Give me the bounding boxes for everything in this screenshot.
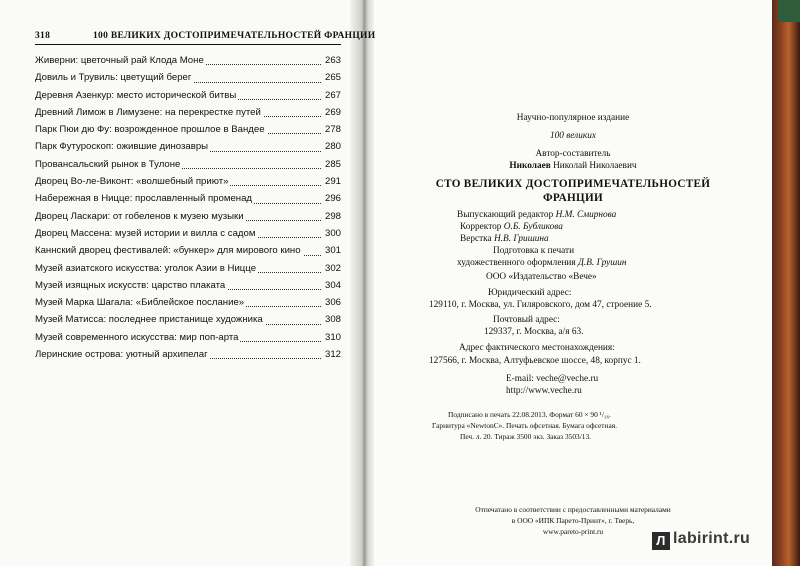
toc-entry-page: 306 <box>323 294 341 311</box>
prep-line2 <box>457 258 627 268</box>
compiler <box>374 161 772 171</box>
toc-entry-title: Музей изящных искусств: царство плаката <box>35 279 226 291</box>
toc-entry-title: Деревня Азенкур: место исторической битвы <box>35 89 237 101</box>
layout-name: Н.В. Гришина <box>494 234 549 244</box>
toc-entry <box>35 69 341 86</box>
toc-entry-page: 308 <box>323 311 341 328</box>
toc-entry <box>35 242 341 259</box>
toc-entry-page: 285 <box>323 156 341 173</box>
toc-entry-page: 312 <box>323 346 341 363</box>
printer-line1: Отпечатано в соответствии с предоставленными материалами <box>475 505 671 514</box>
print-info-line3: Печ. л. 20. Тираж 3500 экз. Заказ 3503/13. <box>460 432 592 441</box>
compiler-role: Автор-составитель <box>535 149 611 159</box>
table-of-contents <box>35 52 341 363</box>
toc-entry-title: Дворец Массена: музей истории и вилла с садом <box>35 227 256 239</box>
toc-entry <box>35 156 341 173</box>
book-gutter <box>350 0 376 566</box>
toc-entry-title: Древний Лимож в Лимузене: на перекрестке путей <box>35 106 261 118</box>
compiler-name: Николай Николаевич <box>553 161 637 171</box>
corrector-role: Корректор <box>460 222 502 232</box>
toc-entry <box>35 225 341 242</box>
toc-entry-page: 302 <box>323 260 341 277</box>
prep-name: Д.В. Грушин <box>578 258 627 268</box>
toc-entry-title: Музей Марка Шагала: «Библейское послание» <box>35 297 245 309</box>
toc-entry-title: Дворец Ласкари: от гобеленов к музею музыки <box>35 210 244 222</box>
layout-line <box>460 234 549 244</box>
toc-entry-page: 296 <box>323 190 341 207</box>
toc-entry-page: 263 <box>323 52 341 69</box>
printer-line3: www.pareto-print.ru <box>542 527 604 536</box>
toc-entry <box>35 208 341 225</box>
toc-entry-title: Дворец Во-ле-Виконт: «волшебный приют» <box>35 176 229 188</box>
postal-address: 129337, г. Москва, а/я 63. <box>484 327 584 337</box>
corrector-name: О.Б. Бубликова <box>503 222 563 232</box>
legal-address-label: Юридический адрес: <box>488 288 572 298</box>
toc-entry <box>35 277 341 294</box>
imprint-page <box>374 0 772 566</box>
printer-line2: в ООО «ИПК Парето-Принт», г. Тверь, <box>511 516 635 525</box>
edition-type: Научно-популярное издание <box>516 113 630 123</box>
print-info-line1: Подписано в печать 22.08.2013. Формат 60 × 90 ¹/₁₆. <box>448 410 611 419</box>
toc-entry <box>35 346 341 363</box>
toc-entry-page: 265 <box>323 69 341 86</box>
watermark <box>652 530 750 550</box>
toc-entry-title: Набережная в Ницце: прославленный променад <box>35 193 253 205</box>
watermark-text: labirint.ru <box>673 530 751 547</box>
toc-entry-title: Музей азиатского искусства: уголок Азии в Ницце <box>35 262 257 274</box>
toc-entry-page: 267 <box>323 87 341 104</box>
legal-address: 129110, г. Москва, ул. Гиляровского, дом 47, строение 5. <box>429 300 652 310</box>
actual-address-label: Адрес фактического местонахождения: <box>459 343 615 353</box>
layout-role: Верстка <box>460 234 492 244</box>
editor-name: Н.М. Смирнова <box>555 210 617 220</box>
toc-entry-page: 269 <box>323 104 341 121</box>
prep-line1: Подготовка к печати <box>493 246 575 256</box>
website: http://www.veche.ru <box>506 386 582 396</box>
toc-entry <box>35 52 341 69</box>
toc-entry-title: Парк Футуроскоп: ожившие динозавры <box>35 141 209 153</box>
toc-entry <box>35 260 341 277</box>
series-name: 100 великих <box>549 131 597 141</box>
running-header <box>35 30 376 45</box>
toc-entry-title: Живерни: цветочный рай Клода Моне <box>35 55 204 66</box>
corrector-line <box>460 222 563 232</box>
toc-entry <box>35 87 341 104</box>
editor-role: Выпускающий редактор <box>457 210 554 220</box>
compiler-surname: Николаев <box>509 161 551 171</box>
toc-entry <box>35 294 341 311</box>
toc-entry-page: 301 <box>323 242 341 259</box>
toc-entry-title: Провансальский рынок в Тулоне <box>35 158 181 170</box>
toc-entry <box>35 138 341 155</box>
toc-entry-title: Музей Матисса: последнее пристанище художника <box>35 314 263 326</box>
prep-role: художественного оформления <box>457 258 576 268</box>
toc-entry <box>35 329 341 346</box>
toc-entry-page: 280 <box>323 138 341 155</box>
book-title-line1: СТО ВЕЛИКИХ ДОСТОПРИМЕЧАТЕЛЬНОСТЕЙ <box>435 178 711 190</box>
toc-entry <box>35 121 341 138</box>
toc-entry-page: 304 <box>323 277 341 294</box>
toc-entry-page: 291 <box>323 173 341 190</box>
toc-entry-page: 300 <box>323 225 341 242</box>
running-title: 100 ВЕЛИКИХ ДОСТОПРИМЕЧАТЕЛЬНОСТЕЙ ФРАНЦИИ <box>93 31 376 41</box>
watermark-logo: Л <box>652 532 670 550</box>
publisher: ООО «Издательство «Вече» <box>486 272 597 282</box>
toc-entry-page: 278 <box>323 121 341 138</box>
actual-address: 127566, г. Москва, Алтуфьевское шоссе, 48, корпус 1. <box>429 356 641 366</box>
toc-entry-title: Леринские острова: уютный архипелаг <box>35 349 208 361</box>
page-number: 318 <box>35 31 51 41</box>
toc-entry <box>35 311 341 328</box>
toc-entry-title: Каннский дворец фестивалей: «бункер» для мирового кино <box>35 245 301 257</box>
editor-line <box>457 210 616 220</box>
toc-entry <box>35 173 341 190</box>
toc-entry-title: Парк Пюи дю Фу: возрожденное прошлое в Вандее <box>35 124 265 136</box>
book-cover-edge <box>772 0 800 566</box>
toc-entry <box>35 190 341 207</box>
print-info-line2: Гарнитура «NewtonC». Печать офсетная. Бумага офсетная. <box>432 421 617 430</box>
email: E-mail: veche@veche.ru <box>506 374 599 384</box>
toc-entry-page: 310 <box>323 329 341 346</box>
book-title-line2: ФРАНЦИИ <box>543 192 603 204</box>
toc-entry-page: 298 <box>323 208 341 225</box>
postal-address-label: Почтовый адрес: <box>493 315 560 325</box>
book-cover-corner <box>778 0 800 22</box>
toc-entry-title: Музей современного искусства: мир поп-арта <box>35 331 239 343</box>
toc-entry <box>35 104 341 121</box>
toc-entry-title: Довиль и Трувиль: цветущий берег <box>35 72 192 84</box>
